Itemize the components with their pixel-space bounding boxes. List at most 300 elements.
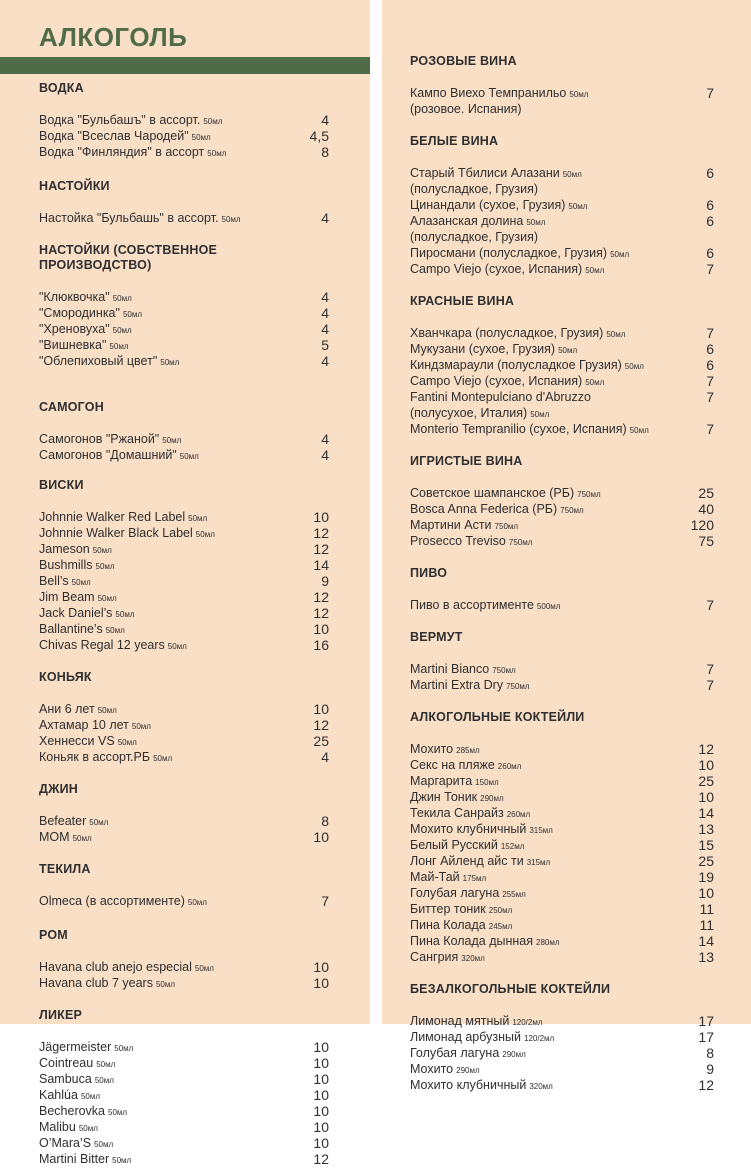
item-price: 10 [698,789,714,805]
item-price: 4 [321,210,329,226]
item-name: Campo Viejo (сухое, Испания) [410,374,583,388]
section-title: КРАСНЫЕ ВИНА [410,294,515,308]
item-price: 10 [698,885,714,901]
item-name-wrap [39,113,307,129]
item-volume: 260мл [506,810,531,819]
item-price: 7 [706,325,714,341]
item-name: Мохито клубничный [410,822,527,836]
menu-item [410,886,714,902]
item-price: 4,5 [309,128,329,144]
item-name: Sambuca [39,1072,92,1086]
item-name-wrap [410,806,692,822]
item-price: 6 [706,213,714,229]
item-name-wrap [410,822,692,838]
item-volume: 50мл [94,1076,114,1085]
item-volume: 50мл [221,215,241,224]
right-menu-page [382,0,751,1093]
item-volume: 750мл [577,490,601,499]
menu-item [410,918,714,934]
section-title: САМОГОН [39,400,104,414]
menu-item [39,113,329,129]
menu-item [410,598,714,614]
item-volume: 50мл [188,514,208,523]
item-name: Белый Русский [410,838,498,852]
item-name: Голубая лагуна [410,1046,500,1060]
item-price: 12 [313,717,329,733]
section-title: ИГРИСТЫЕ ВИНА [410,454,523,468]
item-name: Martini Bitter [39,1152,110,1166]
menu-item [39,718,329,734]
menu-item [39,542,329,558]
item-name: Водка "Бульбашъ" в ассорт. [39,113,201,127]
menu-section [410,566,714,614]
item-name: Киндзмараули (полусладкое Грузия) [410,358,622,372]
item-name-wrap [410,326,692,342]
menu-item [410,86,714,102]
item-volume: 50мл [71,578,91,587]
item-name: (полусухое, Италия) [410,406,528,420]
item-name-wrap [39,1088,307,1104]
item-name-wrap [39,960,307,976]
item-price: 6 [706,357,714,373]
section-title: ВЕРМУТ [410,630,463,644]
item-volume: 50мл [72,834,92,843]
menu-section [39,478,329,654]
item-volume: 50мл [569,90,589,99]
menu-section [39,782,329,846]
item-volume: 50мл [558,346,578,355]
menu-section [39,928,329,992]
item-price: 10 [313,1071,329,1087]
item-volume: 50мл [112,1156,132,1165]
item-price: 4 [321,431,329,447]
menu-item [410,1062,714,1078]
item-volume: 750мл [508,538,533,547]
menu-item [410,934,714,950]
item-volume: 50мл [585,378,605,387]
item-volume: 50мл [108,1108,128,1117]
item-name: Водка "Финляндия" в ассорт [39,145,205,159]
item-price: 25 [698,773,714,789]
item-price: 7 [321,893,329,909]
item-name: Мукузани (сухое, Грузия) [410,342,556,356]
menu-item [39,1088,329,1104]
menu-item [410,742,714,758]
item-name-wrap [410,662,692,678]
item-name-wrap [39,1072,307,1088]
menu-item [410,198,714,214]
item-price: 10 [313,1135,329,1151]
item-volume: 750мл [506,682,530,691]
item-name: Кампо Виехо Темпранильо [410,86,567,100]
menu-section [410,454,714,550]
item-name: Becherovka [39,1104,106,1118]
item-volume: 315мл [529,826,553,835]
item-name: Ахтамар 10 лет [39,718,129,732]
item-name-wrap [39,606,307,622]
menu-section [39,1008,329,1168]
menu-section [39,400,329,464]
item-price: 6 [706,245,714,261]
item-name-wrap [410,1046,692,1062]
menu-section [410,294,714,438]
menu-item [410,486,714,502]
item-price: 9 [706,1061,714,1077]
menu-section [410,710,714,966]
item-name-wrap [39,638,307,654]
item-volume: 50мл [155,980,176,989]
item-name: Алазанская долина [410,214,524,228]
menu-section [39,243,329,370]
item-volume: 50мл [153,754,173,763]
menu-item [410,262,714,278]
item-name-wrap [410,486,692,502]
item-volume: 50мл [606,330,626,339]
menu-item [39,894,329,910]
section-title: БЕЗАЛКОГОЛЬНЫЕ КОКТЕЙЛИ [410,982,611,996]
item-name-wrap [39,1040,307,1056]
item-price: 14 [698,933,714,949]
menu-item [39,129,329,145]
item-price: 4 [321,749,329,765]
item-volume: 50мл [89,818,109,827]
item-name: Campo Viejo (сухое, Испания) [410,262,583,276]
item-name: Ани 6 лет [39,702,95,716]
item-price: 15 [698,837,714,853]
section-title: РОМ [39,928,68,942]
item-volume: 50мл [112,326,132,335]
menu-item [39,574,329,590]
item-price: 7 [706,677,714,693]
item-name-wrap [39,558,307,574]
menu-item [410,838,714,854]
menu-item [410,902,714,918]
item-name: Fantini Montepulciano d'Abruzzo [410,390,591,404]
item-price: 8 [321,813,329,829]
item-volume: 50мл [92,546,112,555]
menu-item [39,448,329,464]
item-price: 19 [698,869,714,885]
item-name: Olmeca (в ассортименте) [39,894,185,908]
item-name: Голубая лагуна [410,886,500,900]
item-name: Пиво в ассортименте [410,598,534,612]
menu-item [39,830,329,846]
menu-item [410,326,714,342]
item-volume: 50мл [191,133,211,142]
menu-item [39,322,329,338]
item-name-wrap [39,526,307,542]
item-name-wrap [39,976,307,992]
menu-item [39,432,329,448]
item-name-wrap [410,342,692,358]
section-title: НАСТОЙКИ (СОБСТВЕННОЕ ПРОИЗВОДСТВО) [39,243,218,272]
item-name: Лонг Айленд айс ти [410,854,524,868]
menu-item [410,358,714,374]
menu-item [410,374,714,390]
item-name-wrap [39,814,307,830]
menu-item [410,166,714,182]
menu-item [39,526,329,542]
menu-section [39,862,329,910]
item-name-wrap [410,758,692,774]
item-volume: 500мл [536,602,561,611]
menu-item [410,342,714,358]
item-name-wrap [410,1014,692,1030]
left-menu-page [0,0,370,1167]
item-volume: 50мл [80,1092,101,1101]
item-price: 4 [321,447,329,463]
item-volume: 50мл [112,294,132,303]
section-title: ВОДКА [39,81,84,95]
menu-item [410,1046,714,1062]
item-name: Советское шампанское (РБ) [410,486,575,500]
item-price: 10 [313,959,329,975]
menu-item [39,606,329,622]
item-name-wrap [410,406,692,422]
item-volume: 50мл [94,1140,114,1149]
item-volume: 50мл [109,342,129,351]
item-volume: 50мл [526,218,546,227]
item-name-wrap [39,1136,307,1152]
item-price: 25 [698,853,714,869]
item-volume: 50мл [167,642,187,651]
item-price: 120 [690,517,714,533]
section-title: АЛКОГОЛЬНЫЕ КОКТЕЙЛИ [410,710,585,724]
menu-item [39,1120,329,1136]
item-name-wrap [410,502,692,518]
item-volume: 150мл [475,778,499,787]
item-name-wrap [410,598,692,614]
item-name-wrap [410,854,692,870]
item-volume: 50мл [194,964,214,973]
item-price: 4 [321,353,329,369]
item-name: Jägermeister [39,1040,112,1054]
menu-item [39,510,329,526]
item-name-wrap [410,390,692,406]
menu-item [410,502,714,518]
item-volume: 50мл [624,362,644,371]
item-price: 12 [313,525,329,541]
menu-item [39,1104,329,1120]
item-volume: 50мл [610,250,630,259]
item-price: 4 [321,305,329,321]
item-volume: 50мл [95,562,115,571]
section-title: ТЕКИЛА [39,862,91,876]
item-name: Havana club 7 years [39,976,153,990]
item-name-wrap [410,182,692,198]
item-volume: 120/2мл [512,1018,543,1027]
item-name: Пиросмани (полусладкое, Грузия) [410,246,608,260]
item-price: 10 [313,829,329,845]
item-name: Сангрия [410,950,459,964]
item-volume: 280мл [536,938,560,947]
item-name-wrap [39,510,307,526]
menu-item [39,558,329,574]
item-name-wrap [39,338,307,354]
item-name-wrap [410,1030,692,1046]
item-name-wrap [39,622,307,638]
item-name-wrap [410,790,692,806]
item-name: Monterio Tempranilio (сухое, Испания) [410,422,627,436]
item-name: "Вишневка" [39,338,107,352]
item-name: Хеннесси VS [39,734,115,748]
item-name-wrap [39,542,307,558]
item-name: Ballantine’s [39,622,103,636]
item-volume: 315мл [526,858,551,867]
item-name: Chivas Regal 12 years [39,638,165,652]
item-volume: 152мл [500,842,525,851]
item-name: Старый Тбилиси Алазани [410,166,560,180]
item-name: Cointreau [39,1056,94,1070]
item-price: 7 [706,261,714,277]
item-name-wrap [39,322,307,338]
item-name: Биттер тоник [410,902,486,916]
item-price: 4 [321,289,329,305]
item-name: "Клюквочка" [39,290,110,304]
menu-item [39,354,329,370]
item-price: 9 [321,573,329,589]
item-volume: 50мл [585,266,605,275]
item-name-wrap [410,918,692,934]
item-name: "Облепиховый цвет" [39,354,158,368]
title-underline-bar [0,57,370,74]
item-price: 17 [698,1029,714,1045]
item-name-wrap [410,1062,692,1078]
item-price: 16 [313,637,329,653]
item-name: Самогонов "Ржаной" [39,432,160,446]
item-name-wrap [39,574,307,590]
menu-section [39,179,329,227]
menu-item [410,870,714,886]
item-name: Johnnie Walker Black Label [39,526,193,540]
item-name: (полусладкое, Грузия) [410,230,539,244]
item-name: Malibu [39,1120,76,1134]
item-name: Лимонад арбузный [410,1030,521,1044]
menu-item [410,662,714,678]
item-volume: 50мл [629,426,649,435]
item-name-wrap [410,534,692,550]
item-name: Настойка "Бульбашь" в ассорт. [39,211,219,225]
item-volume: 50мл [97,706,117,715]
item-price: 8 [706,1045,714,1061]
item-name-wrap [410,422,692,438]
item-name: (полусладкое, Грузия) [410,182,539,196]
item-price: 13 [698,821,714,837]
item-volume: 50мл [114,1044,134,1053]
menu-item [39,976,329,992]
item-name: Мохито [410,1062,454,1076]
item-name-wrap [39,432,307,448]
item-price: 10 [313,975,329,991]
item-name-wrap [410,230,692,246]
item-name-wrap [410,902,692,918]
item-volume: 290мл [480,794,504,803]
menu-item [410,214,714,230]
menu-item [410,1078,714,1094]
item-name: Пина Колада [410,918,486,932]
item-volume: 50мл [162,436,182,445]
item-name: Bosca Anna Federica (РБ) [410,502,558,516]
menu-item [410,102,714,118]
item-name-wrap [39,1152,307,1168]
item-volume: 120/2мл [524,1034,555,1043]
item-name: Havana club anejo especial [39,960,192,974]
item-name: "Хреновуха" [39,322,110,336]
item-name-wrap [410,198,692,214]
menu-item [410,774,714,790]
menu-item [39,702,329,718]
item-price: 10 [313,1055,329,1071]
item-volume: 175мл [462,874,487,883]
item-name: Водка "Всеслав Чародей" [39,129,189,143]
menu-section [410,982,714,1094]
menu-item [410,1030,714,1046]
item-price: 12 [313,1151,329,1167]
item-name-wrap [39,290,307,306]
item-price: 12 [698,1077,714,1093]
item-price: 10 [313,509,329,525]
menu-item [39,145,329,161]
item-price: 10 [313,1103,329,1119]
item-name: Коньяк в ассорт.РБ [39,750,151,764]
item-price: 4 [321,321,329,337]
item-name: МОМ [39,830,70,844]
item-volume: 750мл [492,666,516,675]
item-price: 12 [313,605,329,621]
item-name-wrap [410,870,692,886]
item-price: 5 [321,337,329,353]
item-name-wrap [410,262,692,278]
item-name: Kahlúa [39,1088,78,1102]
menu-item [410,518,714,534]
menu-item [39,211,329,227]
item-volume: 50мл [568,202,588,211]
item-volume: 750мл [560,506,584,515]
menu-item [39,750,329,766]
menu-item [39,1152,329,1168]
item-name: Самогонов "Домашний" [39,448,177,462]
menu-item [410,758,714,774]
item-volume: 50мл [562,170,582,179]
left-menu-column [39,81,329,1168]
item-price: 12 [313,541,329,557]
menu-item [410,678,714,694]
menu-item [39,1072,329,1088]
menu-item [39,1056,329,1072]
menu-section [410,134,714,278]
item-name: Bell’s [39,574,69,588]
menu-item [39,306,329,322]
item-name: Bushmills [39,558,93,572]
item-name: "Смородинка" [39,306,120,320]
item-price: 7 [706,389,714,405]
item-name-wrap [39,830,307,846]
item-volume: 50мл [96,1060,116,1069]
menu-item [410,854,714,870]
item-name: Лимонад мятный [410,1014,510,1028]
menu-item [410,182,714,198]
item-name-wrap [39,306,307,322]
item-name-wrap [39,1104,307,1120]
item-price: 6 [706,341,714,357]
item-price: 7 [706,373,714,389]
section-title: НАСТОЙКИ [39,179,110,193]
page-title: АЛКОГОЛЬ [39,22,188,52]
item-name: Мохито клубничный [410,1078,527,1092]
item-name-wrap [410,374,692,390]
item-volume: 320мл [461,954,485,963]
section-title: ЛИКЕР [39,1008,83,1022]
